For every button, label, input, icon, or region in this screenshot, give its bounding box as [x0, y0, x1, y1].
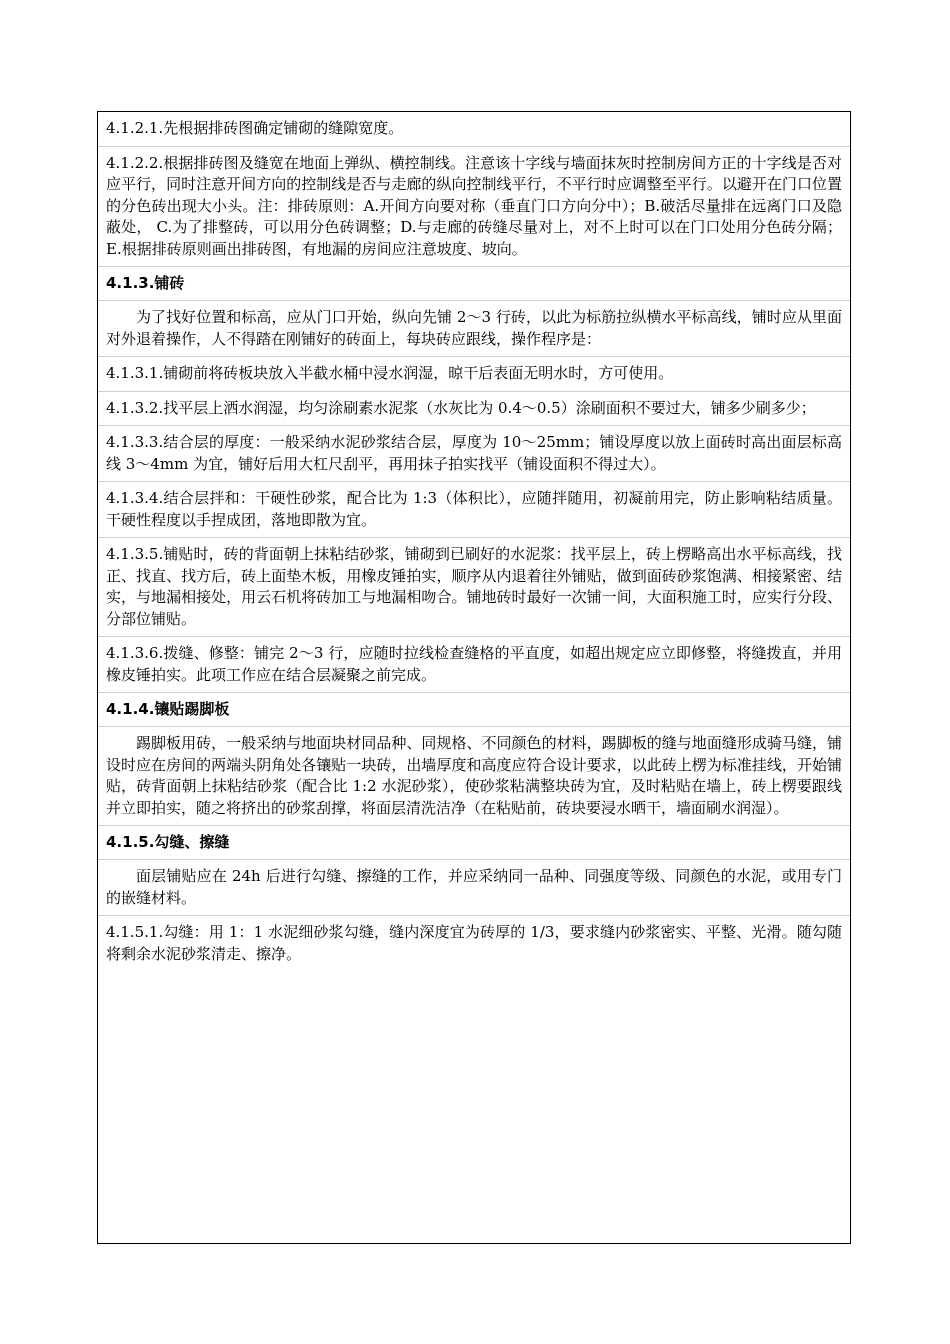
paragraph-4-1-3-2: 4.1.3.2.找平层上洒水润湿，均匀涂刷素水泥浆（水灰比为 0.4～0.5）涂刷面积不要过大，铺多少刷多少；: [98, 392, 850, 427]
paragraph-4-1-3-1: 4.1.3.1.铺砌前将砖板块放入半截水桶中浸水润湿，晾干后表面无明水时，方可使用。: [98, 357, 850, 392]
paragraph-4-1-3-intro: 为了找好位置和标高，应从门口开始，纵向先铺 2～3 行砖，以此为标筋拉纵横水平标高线，铺时应从里面对外退着操作，人不得踏在刚铺好的砖面上，每块砖应跟线，操作程序是：: [98, 301, 850, 357]
section-heading-4-1-4: 4.1.4.镶贴踢脚板: [98, 693, 850, 727]
paragraph-4-1-3-6: 4.1.3.6.拨缝、修整：铺完 2～3 行，应随时拉线检查缝格的平直度，如超出规定应立即修整，将缝拨直，并用橡皮锤拍实。此项工作应在结合层凝聚之前完成。: [98, 637, 850, 693]
document-frame: [97, 111, 851, 1244]
paragraph-4-1-5-1: 4.1.5.1.勾缝：用 1：1 水泥细砂浆勾缝，缝内深度宜为砖厚的 1/3，要求缝内砂浆密实、平整、光滑。随勾随将剩余水泥砂浆清走、擦净。: [106, 923, 842, 963]
paragraph-4-1-3-5: 4.1.3.5.铺贴时，砖的背面朝上抹粘结砂浆，铺砌到已刷好的水泥浆：找平层上，砖上楞略高出水平标高线，找正、找直、找方后，砖上面垫木板，用橡皮锤拍实，顺序从内退着往外铺贴，做到面砖砂浆饱满、相接紧密、结实，与地漏相接处，用云石机将砖加工与地漏相吻合。铺地砖时最好一次铺一间，大面积施工时，应实行分段、分部位铺贴。: [98, 538, 850, 637]
section-heading-4-1-3: 4.1.3.铺砖: [98, 267, 850, 301]
paragraph-4-1-3-4: 4.1.3.4.结合层拌和：干硬性砂浆，配合比为 1:3（体积比），应随拌随用，初凝前用完，防止影响粘结质量。干硬性程度以手捏成团，落地即散为宜。: [98, 482, 850, 538]
paragraph-4-1-2-2: 4.1.2.2.根据排砖图及缝宽在地面上弹纵、横控制线。注意该十字线与墙面抹灰时控制房间方正的十字线是否对应平行，同时注意开间方向的控制线是否与走廊的纵向控制线平行，不平行时应调整至平行。以避开在门口位置的分色砖出现大小头。注：排砖原则：A.开间方向要对称（垂直门口方向分中）；B.破活尽量排在远离门口及隐蔽处， C.为了排整砖，可以用分色砖调整；D.与走廊的砖缝尽量对上，对不上时可以在门口处用分色砖分隔；E.根据排砖原则画出排砖图，有地漏的房间应注意坡度、坡向。: [98, 147, 850, 268]
paragraph-4-1-3-3: 4.1.3.3.结合层的厚度：一般采纳水泥砂浆结合层，厚度为 10～25mm；铺设厚度以放上面砖时高出面层标高线 3～4mm 为宜，铺好后用大杠尺刮平，再用抹子拍实找平（铺设面积不得过大）。: [98, 426, 850, 482]
section-heading-4-1-5: 4.1.5.勾缝、擦缝: [98, 826, 850, 860]
paragraph-4-1-2-1: 4.1.2.1.先根据排砖图确定铺砌的缝隙宽度。: [98, 112, 850, 147]
paragraph-4-1-4-intro: 踢脚板用砖，一般采纳与地面块材同品种、同规格、不同颜色的材料，踢脚板的缝与地面缝形成骑马缝，铺设时应在房间的两端头阴角处各镶贴一块砖，出墙厚度和高度应符合设计要求，以此砖上楞为标准挂线，开始铺贴，砖背面朝上抹粘结砂浆（配合比 1:2 水泥砂浆），使砂浆粘满整块砖为宜，及时粘贴在墙上，砖上楞要跟线并立即拍实，随之将挤出的砂浆刮撑，将面层清洗洁净（在粘贴前，砖块要浸水晒干，墙面刷水润湿）。: [98, 727, 850, 826]
paragraph-4-1-5-intro: 面层铺贴应在 24h 后进行勾缝、擦缝的工作，并应采纳同一品种、同强度等级、同颜色的水泥，或用专门的嵌缝材料。: [98, 860, 850, 916]
